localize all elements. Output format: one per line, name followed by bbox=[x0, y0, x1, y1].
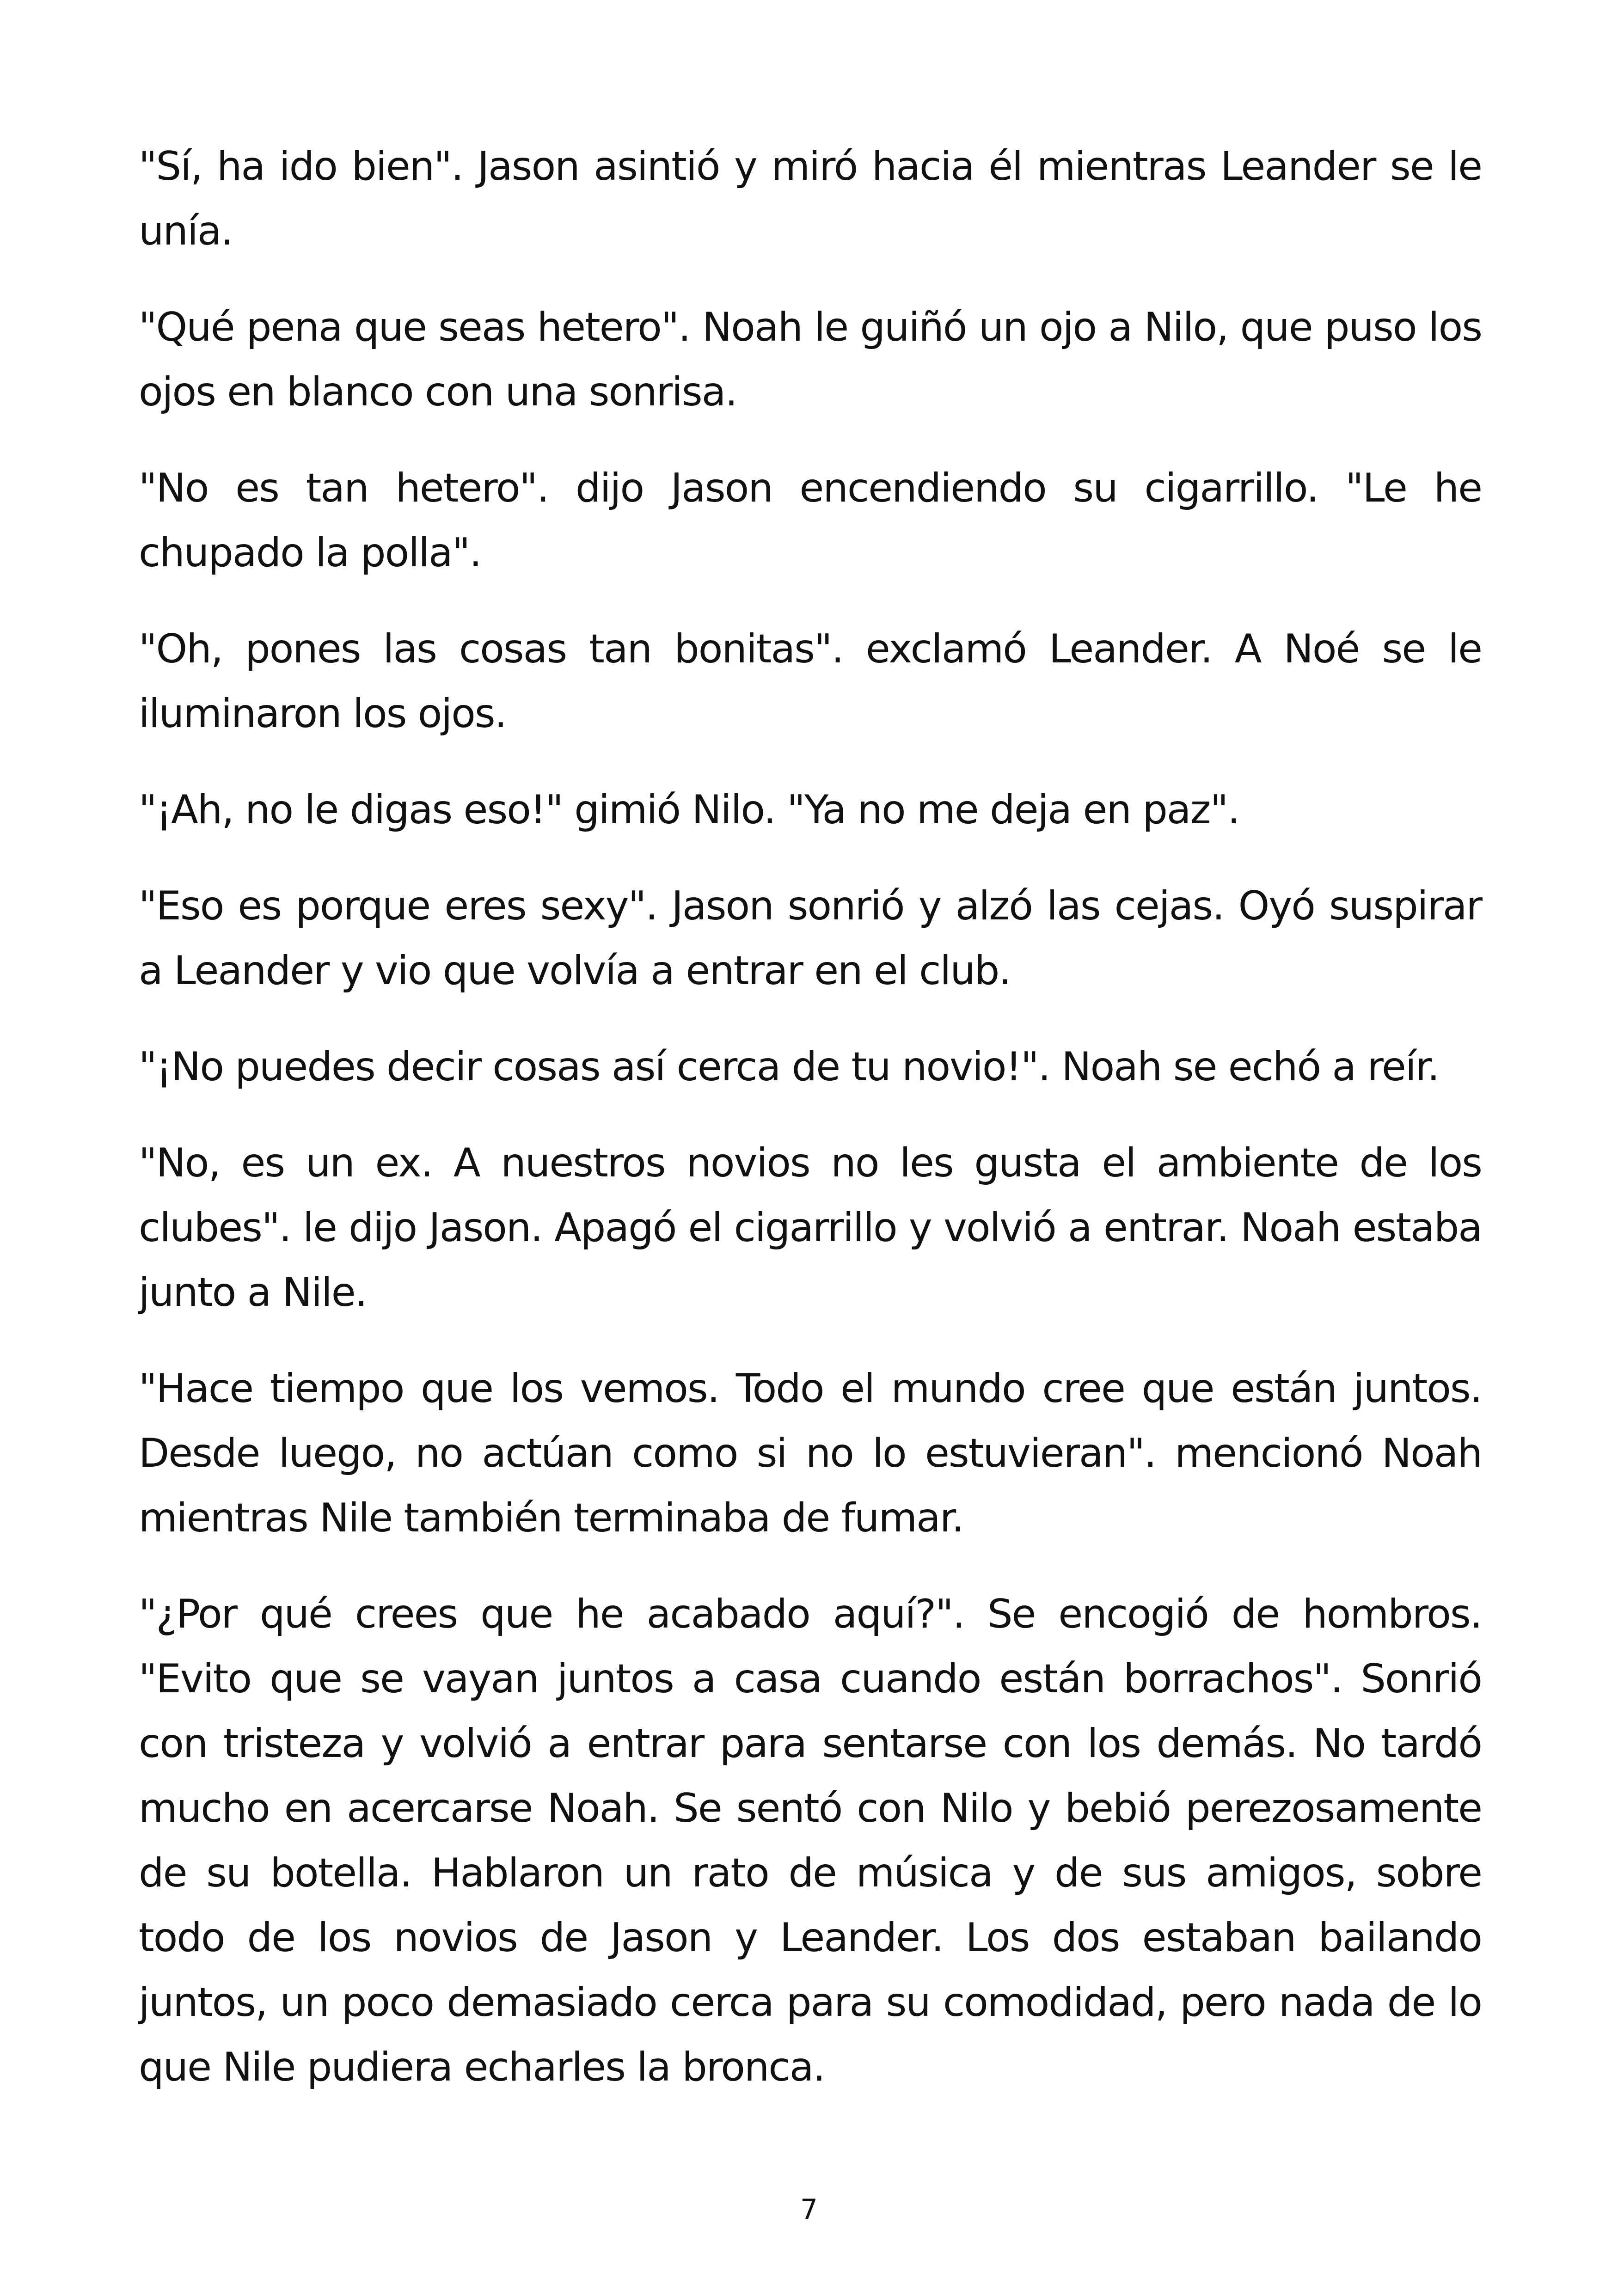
page-number: 7 bbox=[800, 2193, 818, 2226]
paragraph: "Eso es porque eres sexy". Jason sonrió y alzó las cejas. Oyó suspirar a Leander y vio que volvía a entrar en el club. bbox=[139, 883, 1482, 994]
paragraph: "¡Ah, no le digas eso!" gimió Nilo. "Ya no me deja en paz". bbox=[139, 787, 1239, 833]
paragraph: "No, es un ex. A nuestros novios no les gusta el ambiente de los clubes". le dijo Jason. Apagó el cigarrillo y volvió a entrar. Noah estaba junto a Nile. bbox=[139, 1140, 1482, 1316]
paragraph: "Hace tiempo que los vemos. Todo el mundo cree que están juntos. Desde luego, no actúan como si no lo estuvieran". mencionó Noah mientras Nile también terminaba de fumar. bbox=[139, 1365, 1482, 1541]
document-body bbox=[139, 134, 1482, 2131]
paragraph: "Sí, ha ido bien". Jason asintió y miró hacia él mientras Leander se le unía. bbox=[139, 143, 1482, 254]
paragraph: "Qué pena que seas hetero". Noah le guiñó un ojo a Nilo, que puso los ojos en blanco con una sonrisa. bbox=[139, 304, 1482, 415]
paragraph: "¿Por qué crees que he acabado aquí?". Se encogió de hombros. "Evito que se vayan juntos a casa cuando están borrachos". Sonrió con tristeza y volvió a entrar para sentarse con los demás. No tardó mucho en acercarse Noah. Se sentó con Nilo y bebió perezosamente de su botella. Hablaron un rato de música y de sus amigos, sobre todo de los novios de Jason y Leander. Los dos estaban bailando juntos, un poco demasiado cerca para su comodidad, pero nada de lo que Nile pudiera echarles la bronca. bbox=[139, 1591, 1482, 2090]
paragraph: "¡No puedes decir cosas así cerca de tu novio!". Noah se echó a reír. bbox=[139, 1044, 1439, 1090]
paragraph: "Oh, pones las cosas tan bonitas". exclamó Leander. A Noé se le iluminaron los ojos. bbox=[139, 626, 1482, 737]
paragraph: "No es tan hetero". dijo Jason encendiendo su cigarrillo. "Le he chupado la polla". bbox=[139, 465, 1482, 576]
